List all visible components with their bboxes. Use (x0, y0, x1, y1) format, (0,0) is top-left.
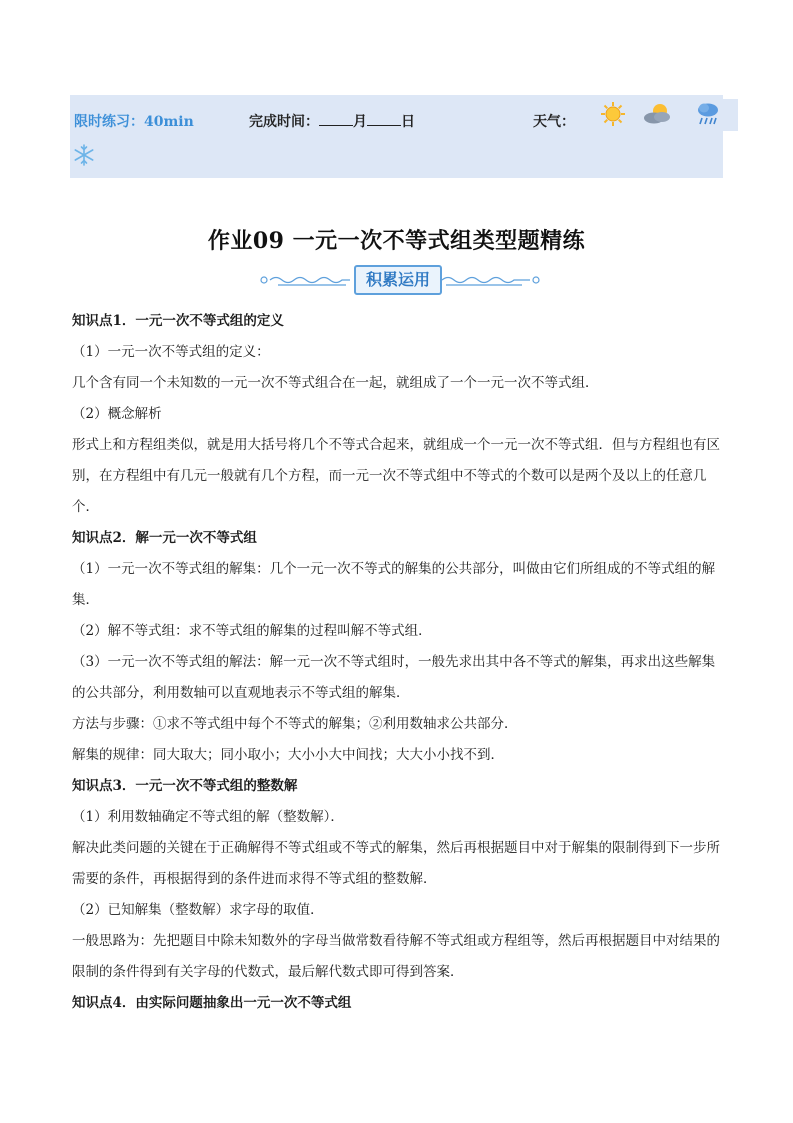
partly-cloudy-icon[interactable] (642, 101, 672, 127)
rain-icon[interactable] (695, 100, 721, 128)
body-paragraph: （2）解不等式组：求不等式组的解集的过程叫解不等式组． (72, 623, 432, 639)
body-paragraph: （3）一元一次不等式组的解法：解一元一次不等式组时，一般先求出其中各不等式的解集，再求出这些解集的公共部分，利用数轴可以直观地表示不等式组的解集． (72, 654, 716, 701)
completion-prefix: 完成时间： (249, 114, 319, 130)
day-label: 日 (401, 114, 415, 130)
day-blank[interactable] (367, 111, 401, 126)
page-title: 作业09 一元一次不等式组类型题精练 (207, 228, 586, 254)
document-body (72, 306, 727, 1019)
body-paragraph: 一般思路为：先把题目中除未知数外的字母当做常数看待解不等式组或方程组等，然后再根据题目中对结果的限制的条件得到有关字母的代数式，最后解代数式即可得到答案． (72, 933, 720, 980)
knowledge-point-heading: 知识点1．一元一次不等式组的定义 (72, 313, 284, 329)
knowledge-point-heading: 知识点2．解一元一次不等式组 (72, 530, 257, 546)
body-paragraph: （1）一元一次不等式组的解集：几个一元一次不等式的解集的公共部分，叫做由它们所组成的不等式组的解集． (72, 561, 716, 608)
knowledge-point-heading: 知识点3．一元一次不等式组的整数解 (72, 778, 298, 794)
body-paragraph: 解集的规律：同大取大；同小取小；大小小大中间找；大大小小找不到． (72, 747, 504, 763)
body-paragraph: 方法与步骤：①求不等式组中每个不等式的解集；②利用数轴求公共部分． (72, 716, 518, 732)
sun-icon[interactable] (600, 101, 626, 127)
body-paragraph: 形式上和方程组类似，就是用大括号将几个不等式合起来，就组成一个一元一次不等式组．但与方程组也有区别，在方程组中有几元一般就有几个方程，而一元一次不等式组中不等式的个数可以是两个及以上的任意几个． (72, 437, 720, 515)
snowflake-icon[interactable] (72, 143, 96, 167)
completion-time (249, 110, 415, 134)
body-paragraph: 几个含有同一个未知数的一元一次不等式组合在一起，就组成了一个一元一次不等式组． (72, 375, 599, 391)
knowledge-point-heading: 知识点4．由实际问题抽象出一元一次不等式组 (72, 995, 352, 1011)
time-limit: 限时练习：40min (74, 114, 194, 130)
month-blank[interactable] (319, 111, 353, 126)
body-paragraph: 解决此类问题的关键在于正确解得不等式组或不等式的解集，然后再根据题目中对于解集的限制得到下一步所需要的条件，再根据得到的条件进而求得不等式组的整数解． (72, 840, 720, 887)
month-label: 月 (353, 114, 367, 130)
section-banner (250, 262, 550, 298)
body-paragraph: （1）利用数轴确定不等式组的解（整数解）． (72, 809, 344, 825)
weather-label: 天气： (533, 114, 575, 130)
body-paragraph: （1）一元一次不等式组的定义： (72, 344, 270, 360)
banner-label: 积累运用 (354, 265, 442, 295)
body-paragraph: （2）已知解集（整数解）求字母的取值． (72, 902, 324, 918)
body-paragraph: （2）概念解析 (72, 406, 162, 422)
header-tab (723, 99, 738, 131)
